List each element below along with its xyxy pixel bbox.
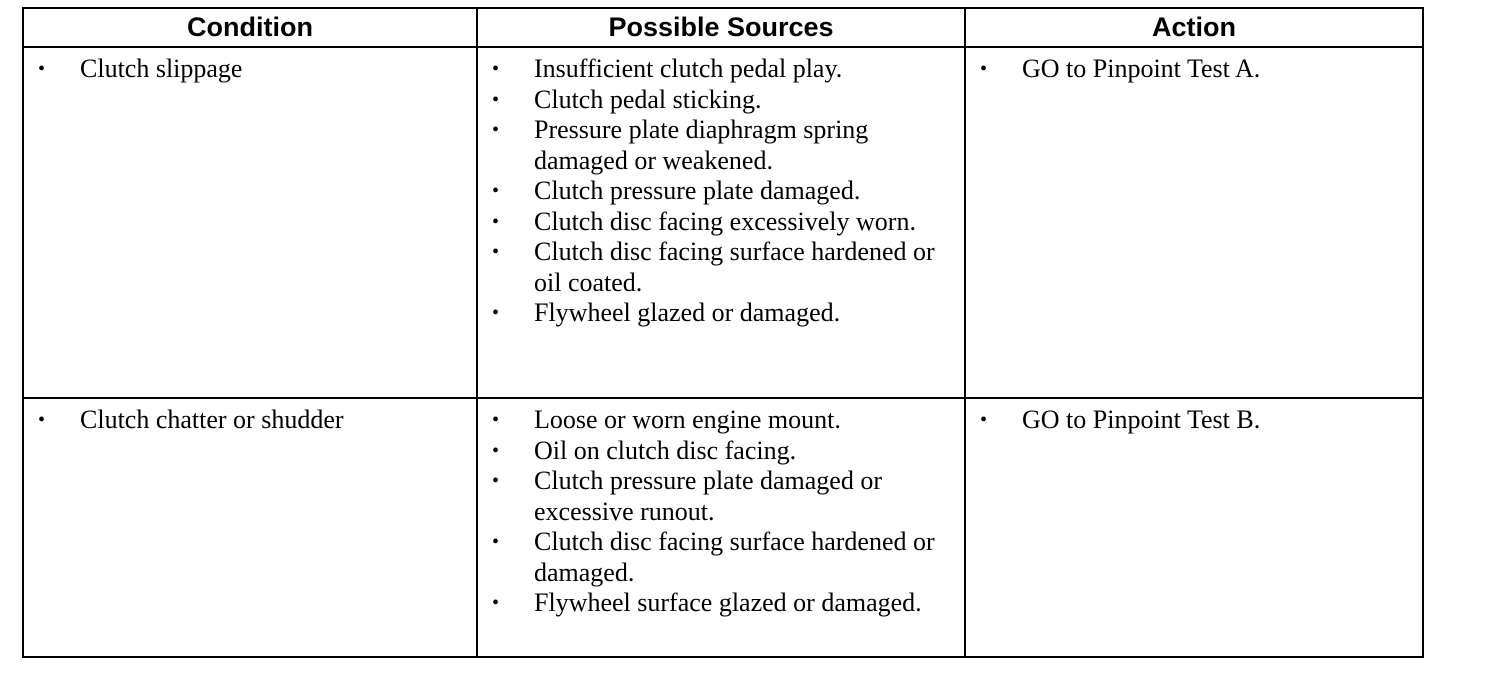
bullet-icon: • [492,119,500,141]
source-text: Clutch disc facing surface hardened or oil coated. [534,237,935,297]
source-text: Loose or worn engine mount. [534,405,841,434]
list-item [24,405,476,436]
list-item [478,237,964,298]
header-row [23,8,1423,47]
condition-list [24,54,476,85]
list-item [478,298,964,329]
list-item [478,405,964,436]
bullet-icon: • [492,439,500,462]
list-item [478,85,964,116]
list-item [478,54,964,85]
bullet-icon: • [492,302,500,324]
source-text: Clutch disc facing excessively worn. [534,206,916,236]
source-text: Pressure plate diaphragm spring damaged or weakened. [534,115,869,175]
action-cell [965,47,1423,398]
header-condition: Condition [23,8,477,47]
source-text: Flywheel surface glazed or damaged. [534,588,922,617]
bullet-icon: • [492,592,500,614]
sources-cell [477,398,965,657]
source-text: Clutch pressure plate damaged. [534,176,861,205]
action-list [966,54,1422,85]
bullet-icon: • [492,409,500,431]
list-item [478,436,964,467]
header-action: Action [965,8,1423,47]
bullet-icon: • [492,180,500,202]
list-item [478,115,964,176]
sources-cell [477,47,965,398]
source-text: Clutch pressure plate damaged or excessive runout. [534,466,882,526]
action-text: GO to Pinpoint Test B. [1022,405,1261,434]
action-text: GO to Pinpoint Test A. [1022,54,1261,83]
table-row [23,47,1423,398]
sources-list [478,405,964,619]
list-item [966,405,1422,436]
table-row [23,398,1423,657]
source-text: Oil on clutch disc facing. [534,435,797,465]
bullet-icon: • [492,470,500,492]
list-item [478,527,964,588]
condition-cell [23,398,477,657]
list-item [478,176,964,207]
list-item [966,54,1422,85]
action-list [966,405,1422,436]
condition-text: Clutch slippage [80,54,243,83]
source-text: Insufficient clutch pedal play. [534,54,843,83]
source-text: Clutch pedal sticking. [534,84,762,114]
bullet-icon: • [492,531,500,553]
list-item [478,466,964,527]
condition-list [24,405,476,436]
bullet-icon: • [492,241,500,263]
bullet-icon: • [492,58,500,80]
bullet-icon: • [492,210,500,233]
bullet-icon: • [980,409,988,431]
condition-cell [23,47,477,398]
header-possible-sources: Possible Sources [477,8,965,47]
condition-text: Clutch chatter or shudder [80,405,344,434]
diagnosis-table [22,7,1424,658]
list-item [478,588,964,619]
bullet-icon: • [980,58,988,80]
action-cell [965,398,1423,657]
list-item [478,207,964,238]
sources-list [478,54,964,329]
bullet-icon: • [38,409,46,431]
source-text: Flywheel glazed or damaged. [534,298,841,327]
source-text: Clutch disc facing surface hardened or damaged. [534,527,935,587]
list-item [24,54,476,85]
bullet-icon: • [492,88,500,111]
bullet-icon: • [38,58,46,80]
